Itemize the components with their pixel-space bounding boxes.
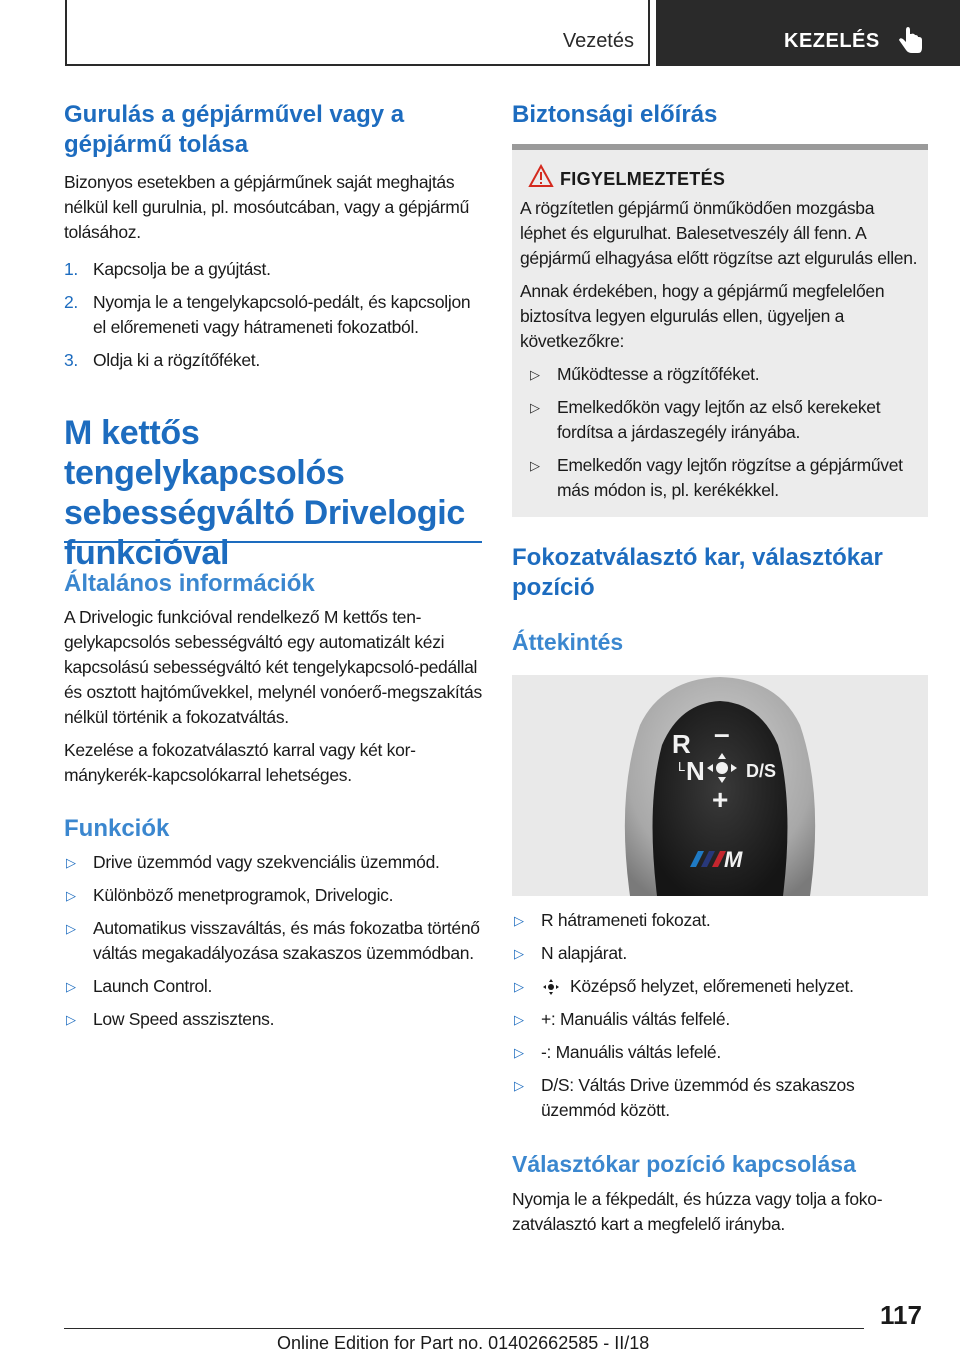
list-item: ▷ +: Manuális váltás felfelé. — [512, 1007, 928, 1032]
footer-rule — [64, 1328, 864, 1329]
triangle-bullet-icon: ▷ — [514, 979, 524, 994]
footer-edition: Online Edition for Part no. 01402662585 - II/18 — [277, 1333, 650, 1353]
steps-list — [64, 257, 482, 373]
list-item: ▷ -: Manuális váltás lefelé. — [512, 1040, 928, 1065]
header-section-box — [65, 0, 650, 66]
warning-box — [512, 144, 928, 517]
triangle-bullet-icon: ▷ — [66, 921, 76, 936]
knob-label-r: R — [672, 729, 691, 759]
heading-switch: Választókar pozíció kapcsolása — [512, 1151, 856, 1177]
paragraph-switch: Nyomja le a fékpedált, és húzza vagy tolja a fokozatválasztó kart a megfelelő irányba. — [512, 1189, 883, 1234]
paragraph-rolling: Bizonyos esetekben a gépjárműnek saját meghajtás nélkül kell gurulnia, pl. mosóutcában, vagy a gépjármű tolásához. — [64, 172, 470, 242]
heading-main: M kettős tengelykapcsolós sebességváltó Drivelogic funkcióval — [64, 414, 465, 572]
positions-list — [512, 908, 928, 1123]
warning-paragraph-2: Annak érdekében, hogy a gépjármű megfelelően biztosítva legyen elgurulás ellen, ügyeljen a következőkre: — [520, 281, 885, 351]
gear-knob-illustration — [512, 675, 928, 896]
triangle-bullet-icon: ▷ — [530, 458, 540, 473]
triangle-bullet-icon: ▷ — [530, 400, 540, 415]
triangle-bullet-icon: ▷ — [66, 1012, 76, 1027]
list-item: ▷ R hátrameneti fokozat. — [512, 908, 928, 933]
heading-overview: Áttekintés — [512, 629, 624, 655]
triangle-bullet-icon: ▷ — [66, 855, 76, 870]
list-item: ▷ Emelkedőkön vagy lejtőn az első kerekeket fordítsa a járdaszegély irányába. — [530, 397, 881, 442]
list-item: 1. Kapcsolja be a gyújtást. — [64, 259, 271, 279]
knob-label-minus: – — [714, 718, 730, 749]
paragraph-general-1: A Drivelogic funkcióval rendelkező M kettős tengelykapcsolós sebességváltó egy automatizált kézi kapcsolású sebességváltó két tengelykapcsoló-pedállal és osztott hajtóművekkel, melynél vonóerő-megszakítás nélkül történik a fokozatváltás. — [64, 607, 482, 727]
list-item: ▷ Középső helyzet, előremeneti helyzet. — [512, 974, 928, 999]
list-item: ▷ Különböző menetprogramok, Drivelogic. — [64, 883, 482, 908]
warning-triangle-icon — [528, 164, 554, 188]
list-item: ▷ D/S: Váltás Drive üzemmód és szakaszos üzemmód között. — [514, 1075, 855, 1120]
hand-pointer-icon — [894, 22, 928, 56]
neutral-position-icon — [542, 978, 560, 996]
heading-functions: Funkciók — [64, 815, 170, 842]
triangle-bullet-icon: ▷ — [514, 913, 524, 928]
header-chapter-title: KEZELÉS — [784, 30, 880, 52]
triangle-bullet-icon: ▷ — [530, 367, 540, 382]
triangle-bullet-icon: ▷ — [514, 946, 524, 961]
triangle-bullet-icon: ▷ — [514, 1045, 524, 1060]
knob-label-ds: D/S — [746, 761, 777, 781]
left-column — [64, 100, 482, 1032]
heading-general: Általános információk — [64, 570, 315, 597]
right-column — [512, 100, 928, 1237]
list-item: 2. Nyomja le a tengelykapcsoló-pedált, és kapcsoljon el előremeneti vagy hátrameneti fokozatból. — [64, 292, 471, 337]
paragraph-general-2: Kezelése a fokozatválasztó karral vagy két kormánykerék-kapcsolókarral lehetséges. — [64, 740, 416, 785]
list-item: ▷ Low Speed asszisztens. — [64, 1007, 482, 1032]
warning-title: FIGYELMEZTETÉS — [520, 166, 920, 192]
warning-list — [520, 362, 920, 503]
triangle-bullet-icon: ▷ — [514, 1012, 524, 1027]
heading-safety: Biztonsági előírás — [512, 101, 718, 128]
triangle-bullet-icon: ▷ — [514, 1078, 524, 1093]
gear-knob-image — [512, 675, 928, 896]
list-item: ▷ Működtesse a rögzítőféket. — [528, 362, 920, 387]
header-section-title: Vezetés — [562, 30, 634, 52]
functions-list — [64, 850, 482, 1032]
page-number: 117 — [880, 1300, 922, 1330]
triangle-bullet-icon: ▷ — [66, 979, 76, 994]
header-chapter-box — [656, 0, 960, 66]
list-item: ▷ Drive üzemmód vagy szekvenciális üzemmód. — [64, 850, 482, 875]
triangle-bullet-icon: ▷ — [66, 888, 76, 903]
knob-label-n: N — [686, 756, 705, 786]
heading-rolling: Gurulás a gépjárművel vagy a gépjármű tolása — [64, 101, 405, 158]
list-item: ▷ Automatikus visszaváltás, és más fokozatba történő váltás megakadályozása szakaszos üzemmódban. — [66, 918, 480, 963]
heading-selector: Fokozatválasztó kar, választókar pozíció — [512, 544, 883, 601]
list-item: ▷ Launch Control. — [64, 974, 482, 999]
list-item: ▷ N alapjárat. — [512, 941, 928, 966]
knob-label-l: L — [678, 759, 686, 774]
list-item: ▷ Emelkedőn vagy lejtőn rögzítse a gépjárművet más módon is, pl. kerékékkel. — [530, 455, 903, 500]
list-item: 3. Oldja ki a rögzítőféket. — [64, 350, 260, 370]
svg-text:M: M — [724, 847, 743, 872]
knob-label-plus: + — [712, 784, 729, 815]
warning-paragraph-1: A rögzítetlen gépjármű önműködően mozgásba léphet és elgurulhat. Balesetveszély áll fenn. A gépjármű elhagyása előtt rögzítse azt elgurulás ellen. — [520, 198, 918, 268]
